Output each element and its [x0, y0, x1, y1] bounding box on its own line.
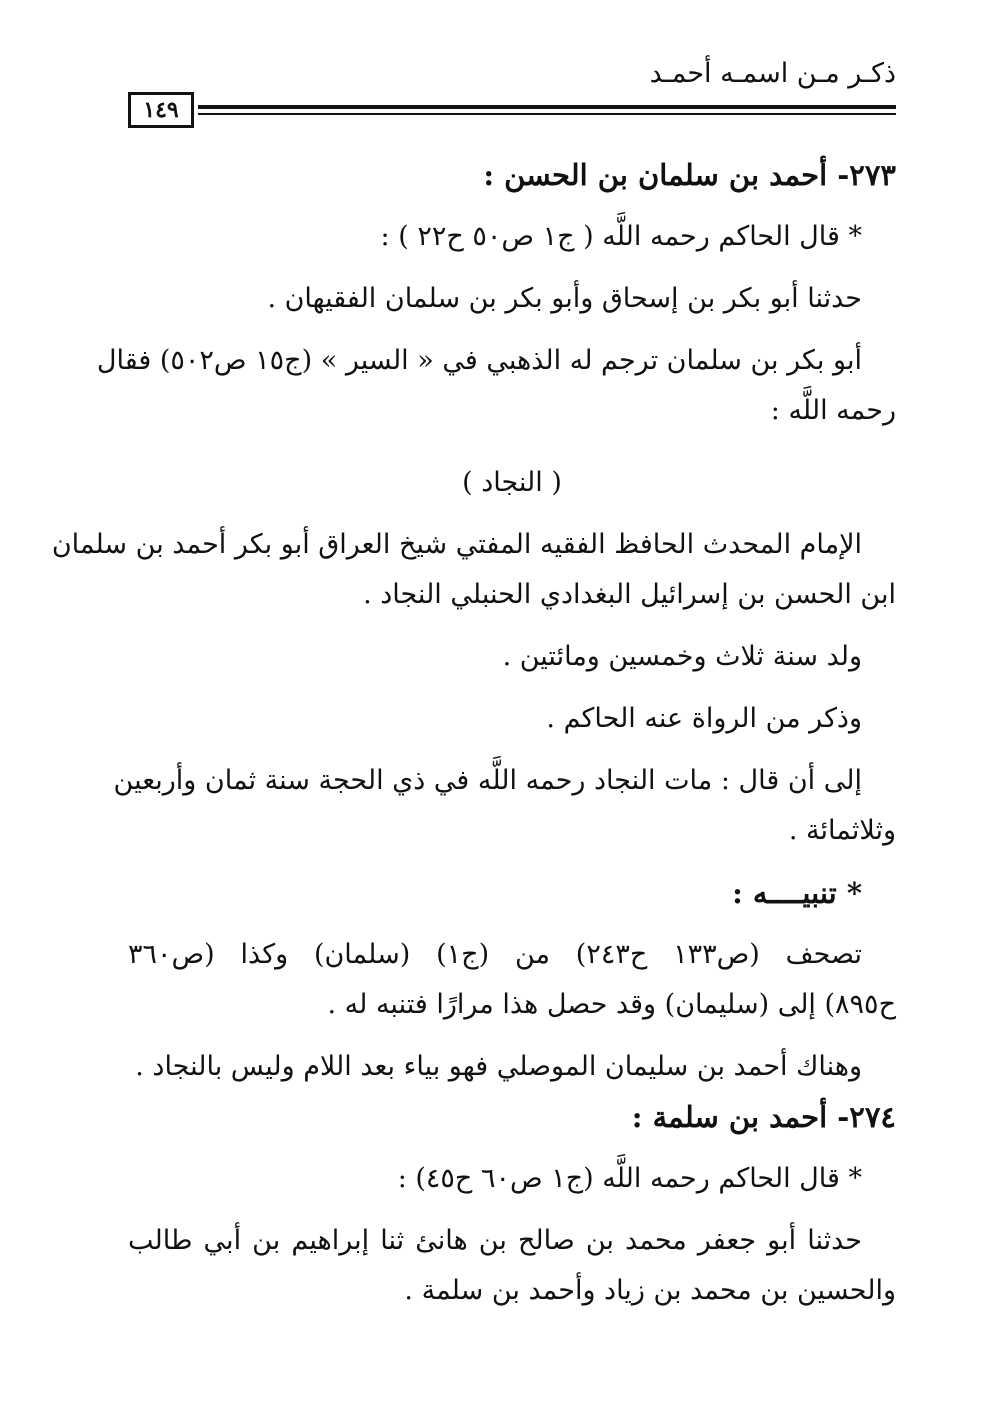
entry-273-bio-1b: ابن الحسن بن إسرائيل البغدادي الحنبلي النجاد . [363, 579, 896, 610]
entry-273-note-1a: تصحف (ص١٣٣ ح٢٤٣) من (ج١) (سلمان) وكذا (ص٣٦٠ [128, 939, 862, 970]
entry-274-chain-a: حدثنا أبو جعفر محمد بن صالح بن هانئ ثنا إبراهيم بن أبي طالب [128, 1225, 862, 1256]
running-head-title: ذكـر مـن اسمـه أحمـد [649, 58, 896, 89]
header-rule-thick [198, 105, 896, 109]
entry-273-bio-intro-1: أبو بكر بن سلمان ترجم له الذهبي في « السير » (ج١٥ ص٥٠٢) فقال [96, 345, 862, 376]
entry-274-source: * قال الحاكم رحمه اللَّه (ج١ ص٦٠ ح٤٥) : [397, 1163, 862, 1194]
entry-274-heading: ٢٧٤- أحمد بن سلمة : [631, 1100, 896, 1134]
entry-273-heading: ٢٧٣- أحمد بن سلمان بن الحسن : [483, 158, 896, 192]
entry-273-bio-intro-2: رحمه اللَّه : [770, 395, 896, 426]
entry-273-bio-4a: إلى أن قال : مات النجاد رحمه اللَّه في ذي الحجة سنة ثمان وأربعين [113, 765, 862, 796]
page-number: ١٤٩ [128, 92, 194, 128]
entry-273-chain: حدثنا أبو بكر بن إسحاق وأبو بكر بن سلمان الفقيهان . [267, 283, 862, 314]
entry-273-bio-2: ولد سنة ثلاث وخمسين ومائتين . [502, 641, 862, 672]
entry-274-chain-b: والحسين بن محمد بن زياد وأحمد بن سلمة . [404, 1275, 896, 1306]
header-rule-thin [198, 113, 896, 115]
entry-273-note-label: * تنبيــــه : [732, 876, 862, 910]
header-rule [128, 92, 896, 132]
entry-273-bio-3: وذكر من الرواة عنه الحاكم . [546, 703, 862, 734]
entry-273-bio-1a: الإمام المحدث الحافظ الفقيه المفتي شيخ العراق أبو بكر أحمد بن سلمان [51, 529, 862, 560]
page-body [51, 150, 896, 1316]
entry-273-bio-title: ( النجاد ) [462, 467, 562, 498]
entry-273-bio-4b: وثلاثمائة . [788, 815, 896, 846]
entry-273-source: * قال الحاكم رحمه اللَّه ( ج١ ص٥٠ ح٢٢ ) : [380, 221, 862, 252]
entry-273-note-2: وهناك أحمد بن سليمان الموصلي فهو بياء بعد اللام وليس بالنجاد . [135, 1051, 862, 1082]
entry-273-note-1b: ح٨٩٥) إلى (سليمان) وقد حصل هذا مرارًا فتنبه له . [327, 989, 896, 1020]
